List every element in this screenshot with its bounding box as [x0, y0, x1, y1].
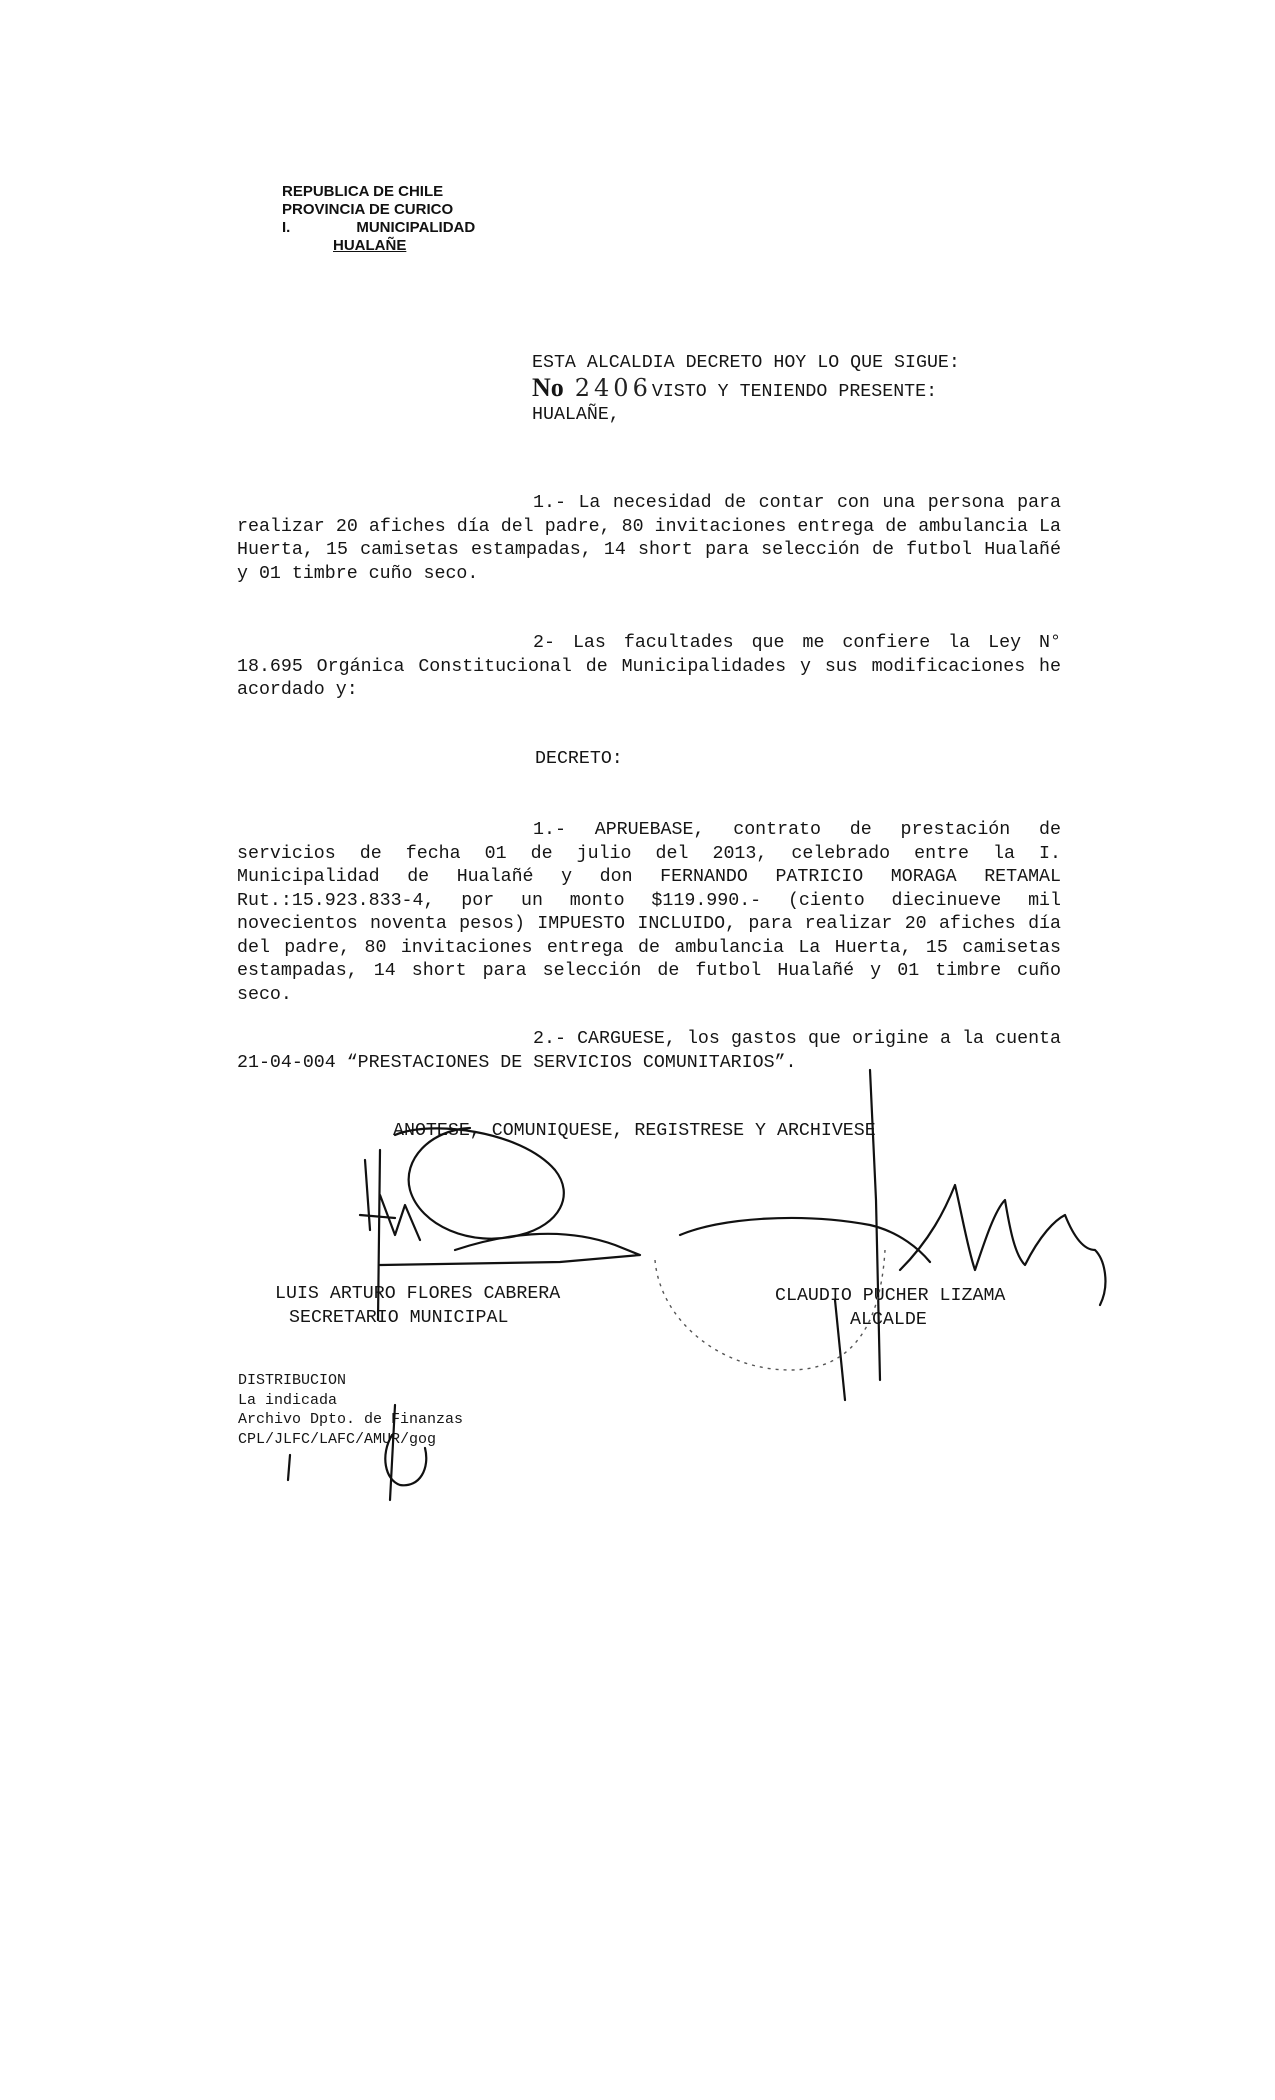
letterhead-country: REPUBLICA DE CHILE [282, 183, 444, 200]
decree-visto: VISTO Y TENIENDO PRESENTE: [651, 381, 938, 402]
decree-heading [532, 352, 1052, 428]
secretary-name: LUIS ARTURO FLORES CABRERA [275, 1284, 561, 1304]
distribution-initials: CPL/JLFC/LAFC/AMUR/gog [238, 1430, 437, 1448]
mayor-name: CLAUDIO PUCHER LIZAMA [775, 1286, 1006, 1306]
distribution-block [238, 1371, 463, 1449]
resolution-paragraph-1: 1.- APRUEBASE, contrato de prestación de servicios de fecha 01 de julio del 2013, celebrado entre la I. Municipalidad de Hualañé y don FERNANDO PATRICIO MORAGA RETAMAL Rut.:15.923.833-4, por un monto $119.990.- (ciento diecinueve mil novecientos noventa pesos) IMPUESTO INCLUIDO, para realizar 20 afiches día del padre, 80 invitaciones entrega de ambulancia La Huerta, 15 camisetas estampadas, 14 short para selección de futbol Hualañé y 01 timbre cuño seco. [237, 820, 1061, 1005]
considerando-paragraph-1: 1.- La necesidad de contar con una persona para realizar 20 afiches día del padre, 80 invitaciones entrega de ambulancia La Huerta, 15 camisetas estampadas, 14 short para selección de futbol Hualañé y 01 timbre cuño seco. [237, 493, 1061, 584]
signature-block-secretary [275, 1283, 560, 1330]
decree-number: 2406 [574, 373, 652, 402]
resolution-paragraph-2: 2.- CARGUESE, los gastos que origine a la cuenta 21-04-004 “PRESTACIONES DE SERVICIOS COMUNITARIOS”. [237, 1029, 1061, 1073]
letterhead-province: PROVINCIA DE CURICO [282, 201, 454, 218]
signature-block-mayor [775, 1285, 1005, 1332]
decreto-title: DECRETO: [535, 749, 623, 769]
secretary-title: SECRETARIO MUNICIPAL [289, 1307, 509, 1328]
decree-number-label: No [532, 372, 564, 402]
letterhead-city: HUALAÑE [333, 237, 407, 254]
distribution-line: Archivo Dpto. de Finanzas [238, 1411, 464, 1428]
distribution-title: DISTRIBUCION [238, 1372, 347, 1389]
decree-place: HUALAÑE, [532, 405, 620, 425]
closing-formula: ANOTESE, COMUNIQUESE, REGISTRESE Y ARCHIVESE [393, 1121, 876, 1141]
considerando-paragraph-2: 2- Las facultades que me confiere la Ley N° 18.695 Orgánica Constitucional de Municipalidades y sus modificaciones he acordado y: [237, 633, 1061, 700]
decree-number-line [532, 372, 1052, 405]
letterhead-municipality: I. MUNICIPALIDAD [282, 219, 476, 236]
mayor-signature [680, 1070, 1105, 1380]
letterhead [282, 183, 475, 255]
mayor-title: ALCALDE [850, 1309, 927, 1330]
decree-intro: ESTA ALCALDIA DECRETO HOY LO QUE SIGUE: [532, 353, 960, 373]
distribution-line: La indicada [238, 1391, 338, 1409]
secretary-signature [365, 1128, 640, 1265]
